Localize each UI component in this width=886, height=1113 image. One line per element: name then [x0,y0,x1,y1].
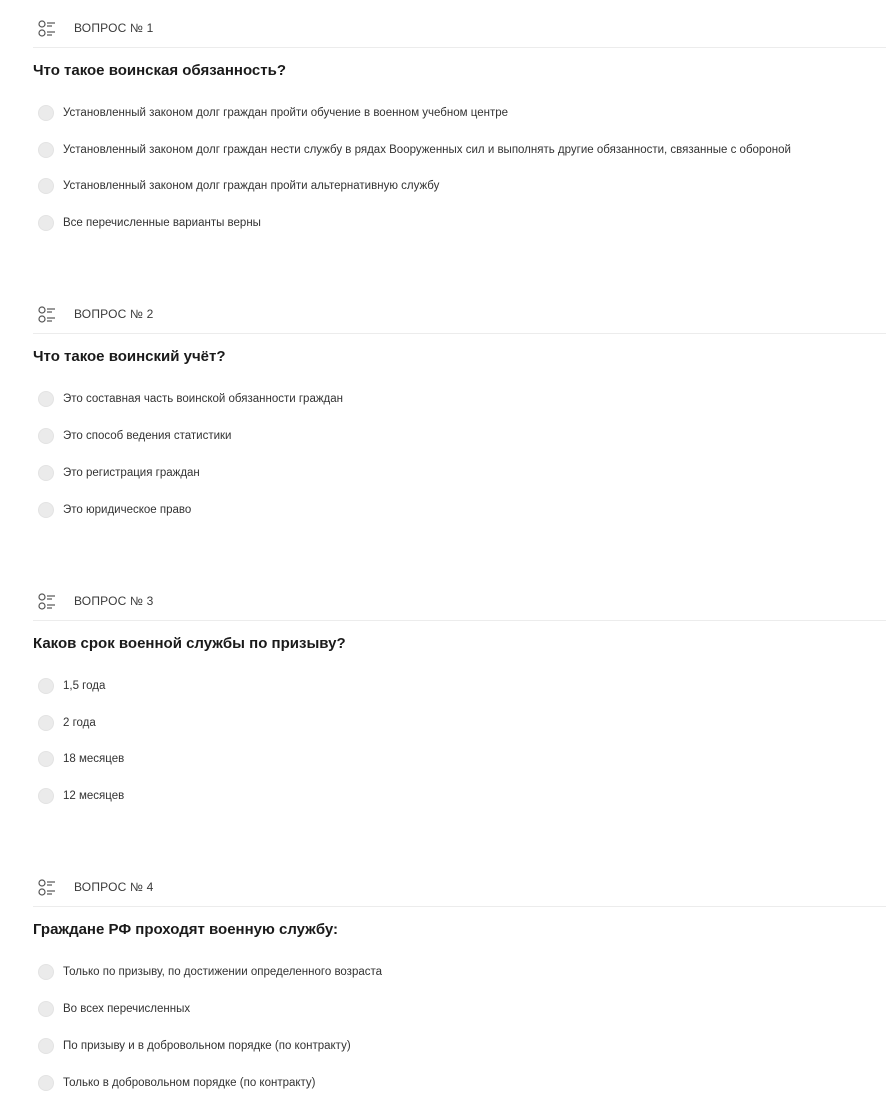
answer-option[interactable] [38,389,343,409]
radio-button[interactable] [38,715,54,731]
question-number: ВОПРОС № 4 [74,880,154,894]
answer-option-label: Установленный законом долг граждан пройти обучение в военном учебном центре [63,107,509,119]
radio-button[interactable] [38,1001,54,1017]
answer-option-label: Только в добровольном порядке (по контракту) [63,1077,316,1089]
question-number: ВОПРОС № 3 [74,594,154,608]
answer-option[interactable] [38,962,382,982]
radio-button[interactable] [38,502,54,518]
question-number: ВОПРОС № 2 [74,307,154,321]
question-list-icon [38,306,56,324]
answer-option[interactable] [38,103,508,123]
answer-option[interactable] [38,426,231,446]
answer-option[interactable] [38,1073,316,1093]
answer-option[interactable] [38,213,261,233]
question-list-icon [38,593,56,611]
answer-option-label: Это способ ведения статистики [63,430,232,442]
answer-option-label: 2 года [63,717,96,729]
answer-option[interactable] [38,176,439,196]
answer-option-label: Только по призыву, по достижении определенного возраста [63,966,383,978]
question-title: Что такое воинский учёт? [33,348,226,365]
answer-option-label: Установленный законом долг граждан нести службу в рядах Вооруженных сил и выполнять другие обязанности, связанные с обороной [63,144,791,156]
answer-option[interactable] [38,500,191,520]
radio-button[interactable] [38,215,54,231]
answer-option-label: 18 месяцев [63,753,125,765]
answer-option[interactable] [38,999,190,1019]
answer-option-label: 1,5 года [63,680,106,692]
radio-button[interactable] [38,178,54,194]
radio-button[interactable] [38,391,54,407]
radio-button[interactable] [38,1075,54,1091]
answer-option-label: Установленный законом долг граждан пройти альтернативную службу [63,180,440,192]
answer-option[interactable] [38,713,96,733]
question-title: Граждане РФ проходят военную службу: [33,921,339,938]
question-header [33,286,886,334]
radio-button[interactable] [38,465,54,481]
question-number: ВОПРОС № 1 [74,21,154,35]
answer-option[interactable] [38,1036,351,1056]
question-title: Что такое воинская обязанность? [33,62,287,79]
answer-option[interactable] [38,786,124,806]
answer-option[interactable] [38,463,200,483]
question-header [33,573,886,621]
answer-option-label: Это регистрация граждан [63,467,200,479]
radio-button[interactable] [38,105,54,121]
answer-option-label: 12 месяцев [63,790,125,802]
radio-button[interactable] [38,788,54,804]
answer-option[interactable] [38,676,105,696]
answer-option-label: Это юридическое право [63,504,192,516]
answer-option-label: Все перечисленные варианты верны [63,217,261,229]
question-header [33,859,886,907]
answer-option[interactable] [38,140,791,160]
question-list-icon [38,879,56,897]
answer-option-label: По призыву и в добровольном порядке (по контракту) [63,1040,351,1052]
question-header [33,0,886,48]
radio-button[interactable] [38,678,54,694]
radio-button[interactable] [38,142,54,158]
answer-option[interactable] [38,749,124,769]
radio-button[interactable] [38,964,54,980]
answer-option-label: Это составная часть воинской обязанности граждан [63,393,343,405]
answer-option-label: Во всех перечисленных [63,1003,191,1015]
question-title: Каков срок военной службы по призыву? [33,635,346,652]
radio-button[interactable] [38,1038,54,1054]
radio-button[interactable] [38,428,54,444]
question-list-icon [38,20,56,38]
radio-button[interactable] [38,751,54,767]
